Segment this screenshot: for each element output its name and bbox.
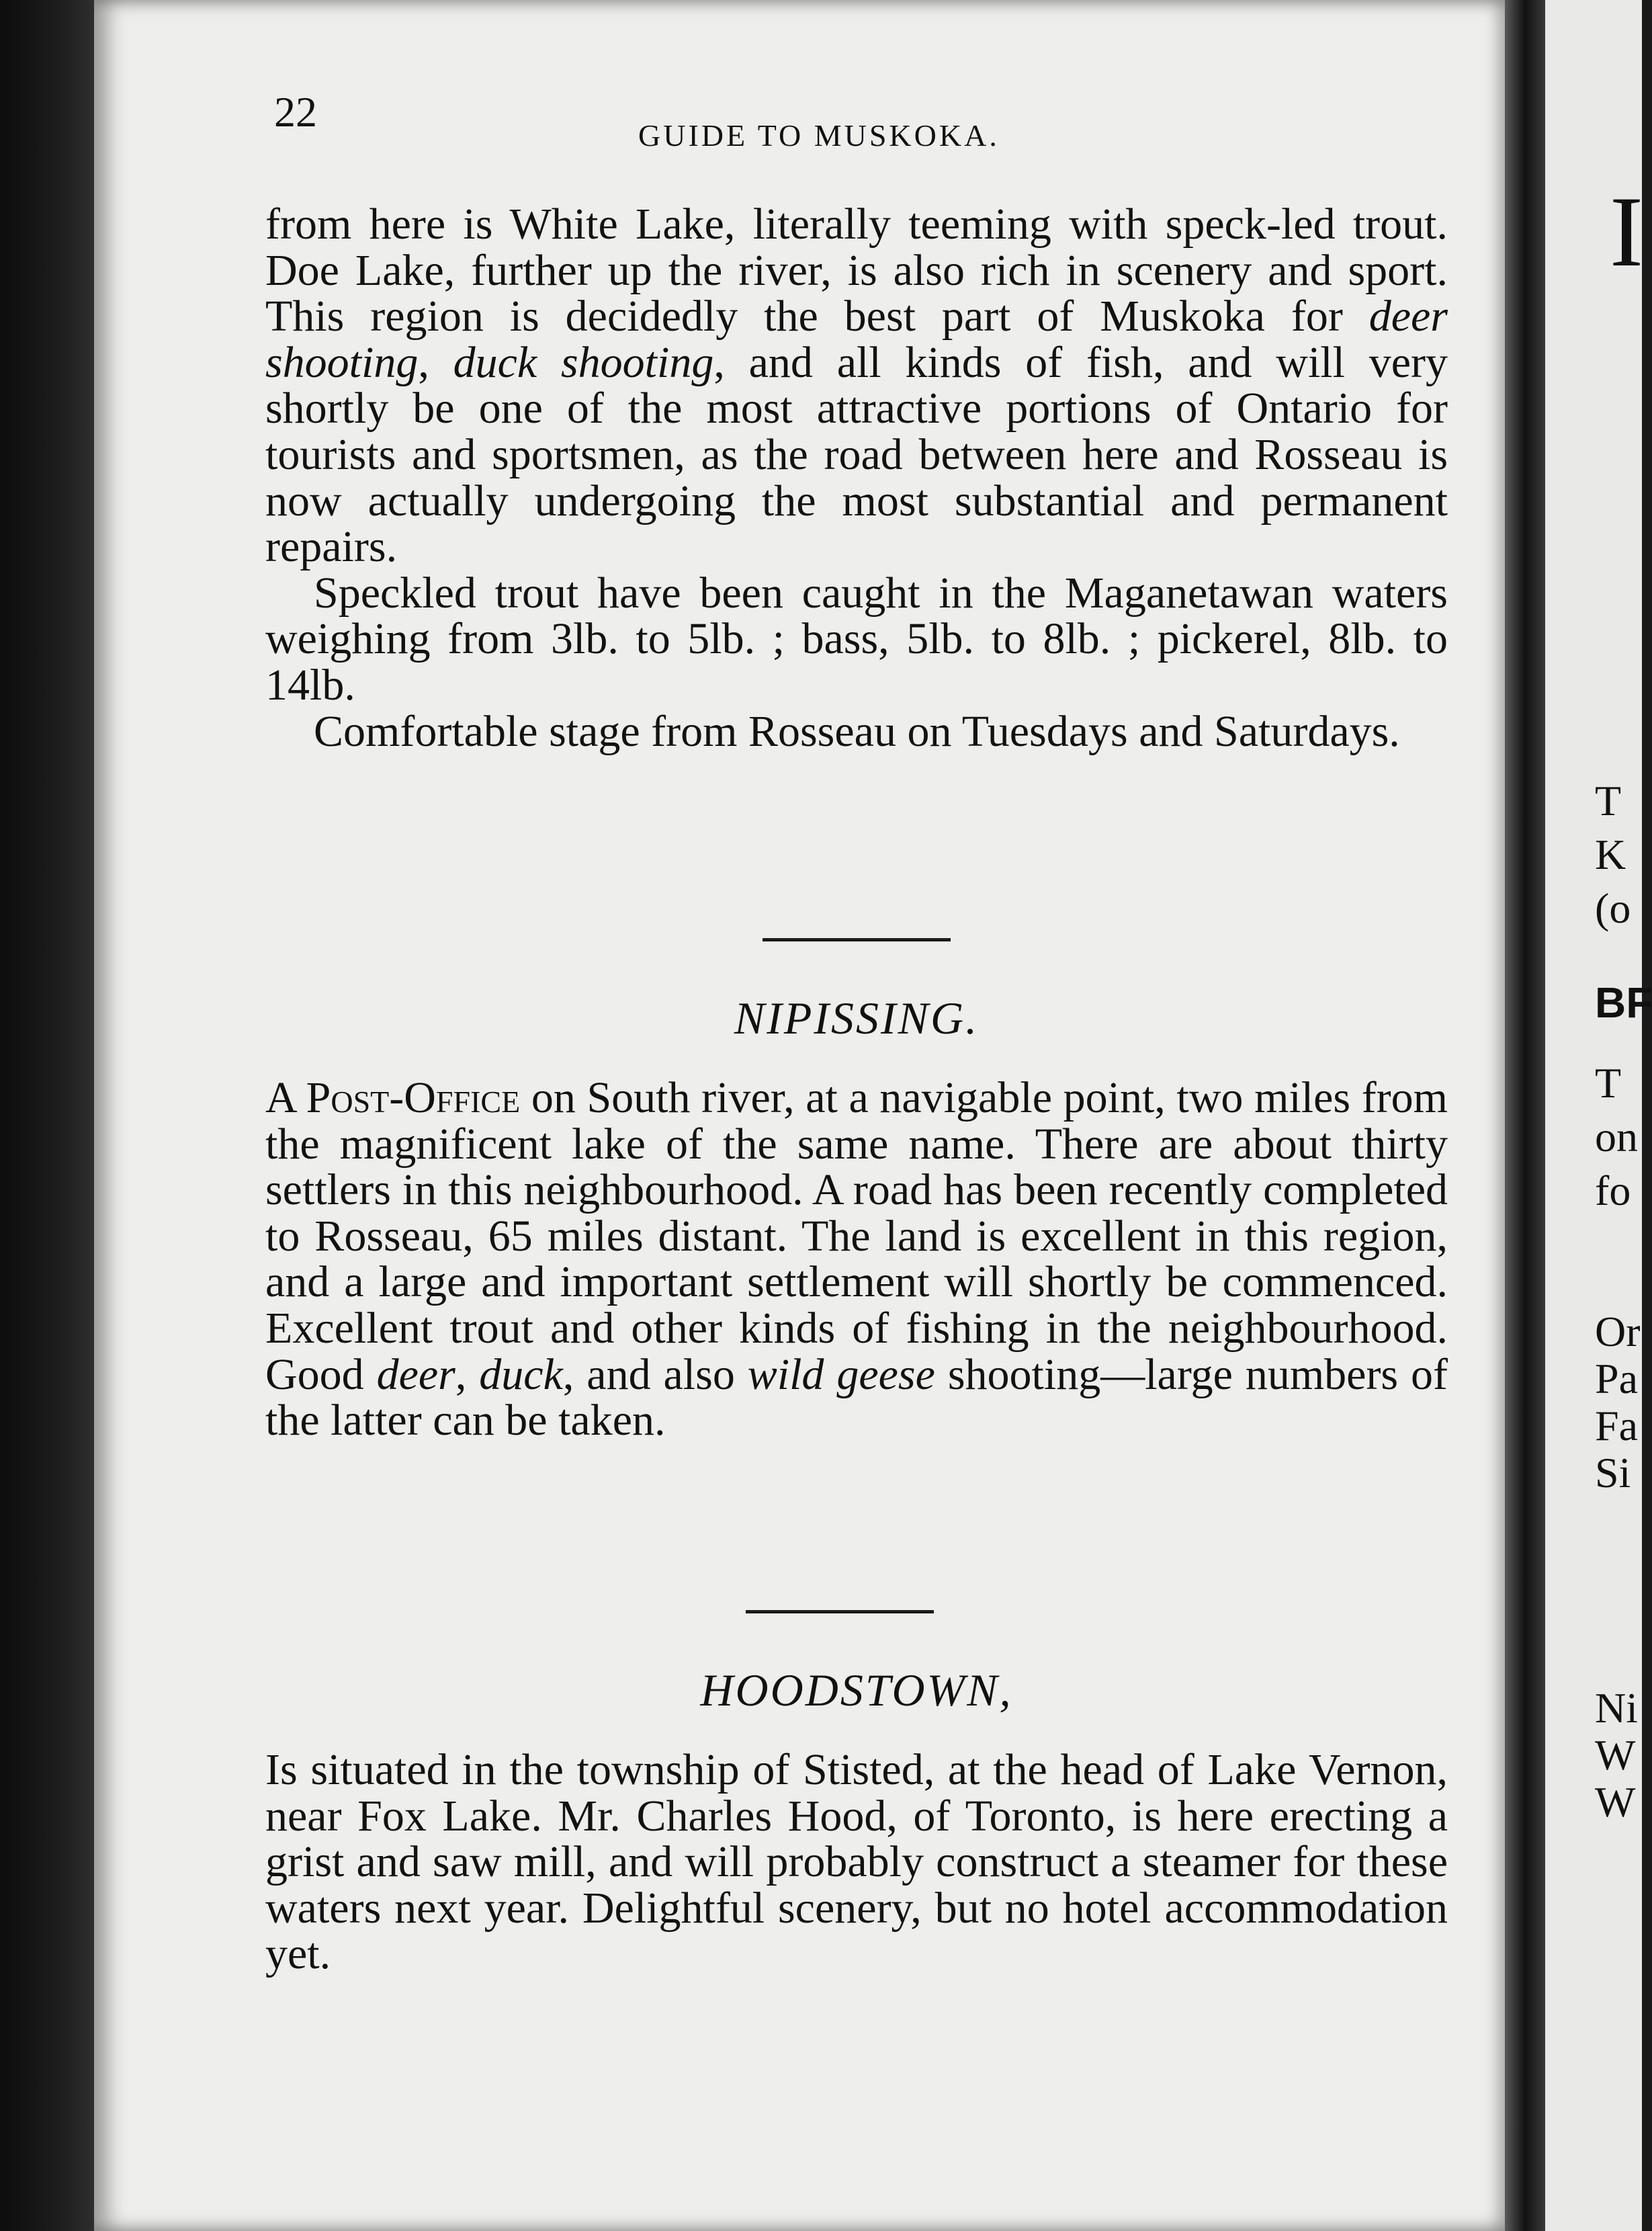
text-run: shooting—large numbers of the latter can be taken. <box>265 1349 1448 1445</box>
text-run: , <box>455 1349 480 1399</box>
adjacent-page-fragment: (o <box>1595 884 1631 932</box>
text-run: on South river, at a navigable point, two miles from the magnificent lake of the same name. There are about thirty settlers in this neighbourhood. A road has been recently completed to Rosseau, 65 miles distant. The land is excellent in this region, and a large and important settlement will shortly be commenced. Excellent trout and other kinds of fishing in the neighbourhood. Good <box>265 1073 1448 1399</box>
small-caps-text: Post-Office <box>306 1073 521 1122</box>
section-divider <box>763 938 951 941</box>
text-run: A <box>265 1073 306 1122</box>
adjacent-page-fragment: Pa <box>1595 1355 1638 1402</box>
adjacent-page-fragment: Si <box>1595 1449 1631 1497</box>
adjacent-page-fragment: BF <box>1595 978 1652 1027</box>
italic-text: duck shooting <box>453 337 714 387</box>
continued-section-text <box>265 202 1448 755</box>
adjacent-page-fragment: T <box>1595 1059 1622 1107</box>
nipissing-heading: NIPISSING. <box>734 993 980 1044</box>
italic-text: duck <box>479 1349 563 1399</box>
text-run: Speckled trout have been caught in the Maganetawan waters weighing from 3lb. to 5lb. ; bass, 5lb. to 8lb. ; pickerel, 8lb. to 14lb. <box>265 568 1448 710</box>
adjacent-page-edge <box>1545 0 1652 2231</box>
adjacent-page-fragment: Or <box>1595 1308 1641 1355</box>
text-run: from here is White Lake, literally teeming with speck-led trout. Doe Lake, further up the river, is also rich in scenery and sport. This region is decidedly the best part of Muskoka for <box>265 200 1448 341</box>
adjacent-page-fragment: I <box>1610 176 1643 288</box>
section-divider <box>746 1610 934 1613</box>
nipissing-text <box>265 1075 1448 1444</box>
adjacent-page-fragment: fo <box>1595 1167 1631 1214</box>
scan-left-edge <box>0 0 94 2231</box>
adjacent-page-fragment: W <box>1595 1731 1636 1779</box>
text-run: , and all kinds of fish, and will very shortly be one of the most attractive portions of Ontario for tourists and sportsmen, as the road between here and Rosseau is now actually undergoing the most substantial and permanent repairs. <box>265 337 1448 572</box>
paragraph <box>265 1747 1448 1978</box>
adjacent-page-fragment: Ni <box>1595 1684 1638 1732</box>
paragraph <box>265 1075 1448 1444</box>
running-head: GUIDE TO MUSKOKA. <box>638 118 1000 153</box>
text-run: , and also <box>562 1349 748 1399</box>
hoodstown-heading: HOODSTOWN, <box>700 1665 1013 1716</box>
hoodstown-text <box>265 1747 1448 1978</box>
paragraph <box>265 202 1448 571</box>
italic-text: deer <box>376 1349 455 1399</box>
italic-text: wild geese <box>747 1349 935 1399</box>
adjacent-page-fragment: on <box>1595 1113 1638 1161</box>
adjacent-page-fragment: Fa <box>1595 1402 1638 1449</box>
book-gutter <box>1505 0 1545 2231</box>
paragraph <box>265 706 1448 756</box>
text-run: Is situated in the township of Stisted, at the head of Lake Vernon, near Fox Lake. Mr. Charles Hood, of Toronto, is here erecting a grist and saw mill, and will probably construct a steamer for these waters next year. Delightful scenery, but no hotel accommodation yet. <box>265 1745 1448 1979</box>
page-number: 22 <box>274 88 317 136</box>
adjacent-page-fragment: W <box>1595 1778 1636 1826</box>
text-run: , <box>418 337 453 387</box>
italic-text: deer shooting <box>265 292 1448 387</box>
adjacent-page-fragment: T <box>1595 777 1622 825</box>
paragraph <box>265 568 1448 710</box>
text-run: Comfortable stage from Rosseau on Tuesdays and Saturdays. <box>314 706 1400 756</box>
adjacent-page-fragment: K <box>1595 831 1626 878</box>
